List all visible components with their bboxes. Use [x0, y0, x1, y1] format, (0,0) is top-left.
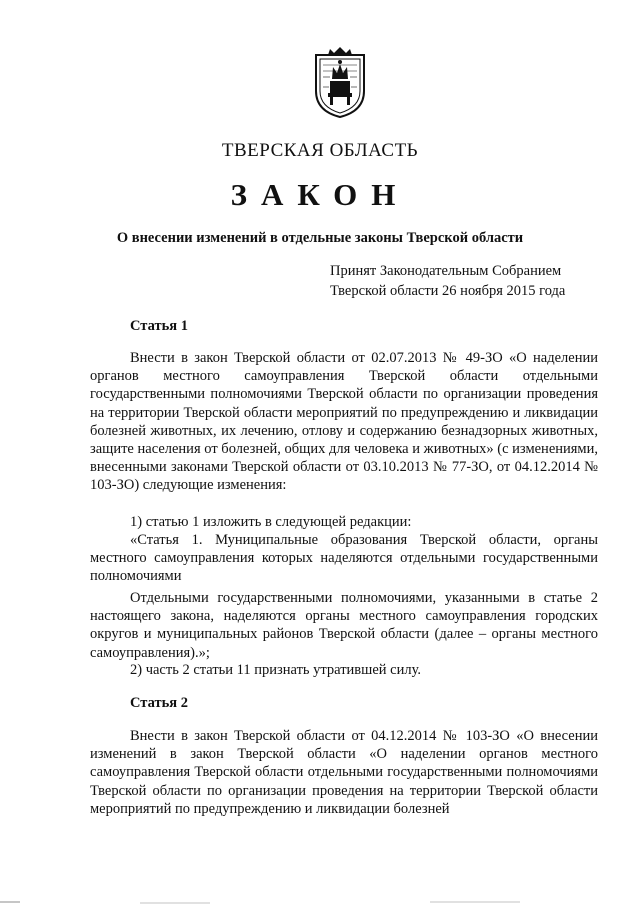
article-1-paragraph-3: «Статья 1. Муниципальные образования Тверской области, органы местного самоуправления которых наделяются отдельными государственными полномочиями [90, 532, 598, 585]
adoption-note [330, 261, 565, 301]
article-1-paragraph-4: Отдельными государственными полномочиями, указанными в статье 2 настоящего закона, наделяются органы местного самоуправления городских округов и муниципальных районов Тверской области (далее – органы местного самоуправления).»; [90, 590, 598, 661]
region-name: ТВЕРСКАЯ ОБЛАСТЬ [221, 140, 419, 161]
article-1-heading: Статья 1 [130, 318, 188, 334]
scan-edge-marks [0, 896, 640, 905]
article-1-paragraph-5: 2) часть 2 статьи 11 признать утратившей силу. [130, 662, 421, 678]
adoption-note-line-2: Тверской области 26 ноября 2015 года [330, 283, 566, 299]
tver-coat-of-arms-icon [312, 47, 368, 119]
article-2-heading: Статья 2 [130, 695, 188, 711]
article-1-paragraph-2: 1) статью 1 изложить в следующей редакции: [130, 514, 412, 530]
document-type-title: ЗАКОН [230, 177, 410, 212]
law-subtitle: О внесении изменений в отдельные законы Тверской области [116, 230, 524, 246]
adoption-note-line-1: Принят Законодательным Собранием [330, 263, 562, 279]
article-1-paragraph-1: Внести в закон Тверской области от 02.07.2013 № 49-ЗО «О наделении органов местного самоуправления Тверской области отдельными государственными полномочиями Тверской области по организации проведения на территории Тверской области мероприятий по предупреждению и ликвидации болезней животных, их лечению, отлову и содержанию безнадзорных животных, защите населения от болезней, общих для человека и животных» (с изменениями, внесенными законами Тверской области от 03.10.2013 № 77-ЗО, от 04.12.2014 № 103-ЗО) следующие изменения: [90, 350, 598, 494]
article-2-paragraph-1: Внести в закон Тверской области от 04.12.2014 № 103-ЗО «О внесении изменений в закон Тверской области «О наделении органов местного самоуправления Тверской области отдельными государственными полномочиями Тверской области по организации проведения на территории Тверской области мероприятий по предупреждению и ликвидации болезней [90, 728, 598, 817]
